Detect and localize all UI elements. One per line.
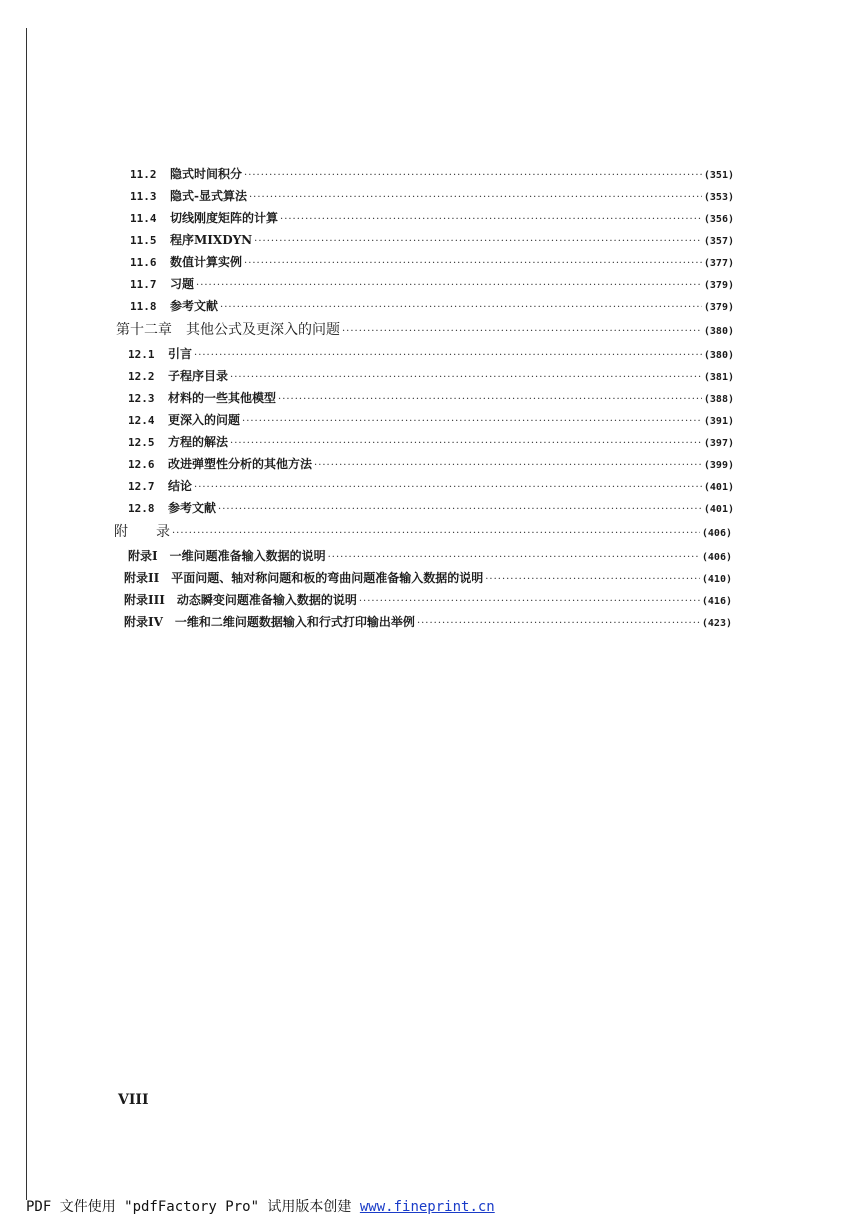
toc-entry-number: 11.5 [130, 234, 157, 247]
toc-entry[interactable] [130, 276, 734, 294]
page-edge-line [26, 28, 27, 1200]
toc-leader-dots [278, 392, 702, 408]
toc-entry[interactable] [128, 478, 734, 496]
toc-entry-title: 更深入的问题 [168, 413, 241, 427]
toc-entry-page: (381) [703, 372, 734, 383]
toc-entry-title: 数值计算实例 [170, 255, 243, 269]
toc-entry-title: 参考文献 [170, 299, 219, 313]
toc-leader-dots [230, 370, 702, 386]
toc-entry-number: 12.6 [128, 458, 155, 471]
toc-entry-number: 11.3 [130, 190, 157, 203]
toc-entry[interactable] [128, 456, 734, 474]
toc-leader-dots [196, 278, 702, 294]
footer-text: PDF 文件使用 "pdfFactory Pro" 试用版本创建 [26, 1199, 360, 1215]
toc-entry-title: 方程的解法 [168, 435, 229, 449]
toc-entry-number: 11.4 [130, 212, 157, 225]
toc-entry-page: (423) [701, 618, 732, 629]
toc-entry-page: (379) [703, 302, 734, 313]
toc-entry-title: 习题 [170, 277, 195, 291]
toc-leader-dots [220, 300, 702, 316]
toc-leader-dots [249, 190, 702, 206]
toc-entry-page: (388) [703, 394, 734, 405]
toc-entry-number: 12.7 [128, 480, 155, 493]
toc-entry-page: (406) [701, 552, 732, 563]
toc-entry-title: 隐式时间积分 [170, 167, 243, 181]
toc-appendix-title: 附 录 [114, 524, 170, 540]
toc-entry-title: 隐式-显式算法 [170, 189, 247, 203]
toc-entry-number: 12.5 [128, 436, 155, 449]
toc-entry-page: (380) [703, 350, 734, 361]
toc-entry-page: (391) [703, 416, 734, 427]
toc-leader-dots [194, 480, 702, 496]
toc-entry[interactable] [130, 298, 734, 316]
toc-leader-dots [230, 436, 702, 452]
toc-entry-page: (416) [701, 596, 732, 607]
toc-entry[interactable] [130, 210, 734, 228]
pdf-footer [26, 1196, 495, 1216]
toc-entry-number: 11.7 [130, 278, 157, 291]
toc-leader-dots [342, 324, 702, 340]
toc-appendix-entry[interactable] [128, 548, 732, 566]
toc-entry-page: (357) [703, 236, 734, 247]
toc-entry[interactable] [130, 232, 734, 250]
toc-entry-number: 12.8 [128, 502, 155, 515]
toc-entry-title: 子程序目录 [168, 369, 229, 383]
toc-entry-number: 12.1 [128, 348, 155, 361]
toc-leader-dots [359, 594, 700, 610]
toc-entry[interactable] [130, 166, 734, 184]
page-folio: VIII [118, 1092, 149, 1108]
toc-leader-dots [172, 526, 700, 542]
toc-entry-page: (399) [703, 460, 734, 471]
toc-leader-dots [314, 458, 702, 474]
toc-leader-dots [417, 616, 700, 632]
toc-leader-dots [254, 234, 702, 250]
toc-entry[interactable] [128, 412, 734, 430]
toc-entry-title: 引言 [168, 347, 193, 361]
toc-entry-number: 11.2 [130, 168, 157, 181]
toc-leader-dots [244, 168, 702, 184]
toc-entry-number: 12.3 [128, 392, 155, 405]
toc-leader-dots [280, 212, 702, 228]
toc-entry-page: (410) [701, 574, 732, 585]
toc-entry[interactable] [130, 254, 734, 272]
toc-leader-dots [242, 414, 702, 430]
toc-appendix-heading[interactable] [114, 524, 732, 542]
toc-entry-title: 切线刚度矩阵的计算 [170, 211, 279, 225]
toc-entry-title: 附录IV 一维和二维问题数据输入和行式打印输出举例 [124, 615, 415, 629]
toc-entry-number: 12.2 [128, 370, 155, 383]
toc-entry-page: (406) [701, 528, 732, 539]
toc-chapter-heading[interactable] [116, 322, 734, 340]
toc-entry-title: 改进弹塑性分析的其他方法 [168, 457, 313, 471]
toc-entry-page: (356) [703, 214, 734, 225]
toc-entry[interactable] [128, 368, 734, 386]
toc-entry[interactable] [128, 434, 734, 452]
toc-entry[interactable] [128, 500, 734, 518]
toc-appendix-entry[interactable] [124, 614, 732, 632]
toc-entry-title: 附录I 一维问题准备输入数据的说明 [128, 549, 326, 563]
footer-link[interactable]: www.fineprint.cn [359, 1199, 495, 1215]
toc-entry-title: 参考文献 [168, 501, 217, 515]
toc-leader-dots [218, 502, 702, 518]
toc-entry-page: (379) [703, 280, 734, 291]
toc-entry-page: (397) [703, 438, 734, 449]
toc-entry-title: 材料的一些其他模型 [168, 391, 277, 405]
toc-entry-title: 程序MIXDYN [170, 233, 253, 247]
toc-entry-page: (377) [703, 258, 734, 269]
toc-entry-page: (401) [703, 504, 734, 515]
toc-entry[interactable] [128, 346, 734, 364]
toc-entry-title: 附录II 平面问题、轴对称问题和板的弯曲问题准备输入数据的说明 [124, 571, 484, 585]
toc-chapter-title: 第十二章 其他公式及更深入的问题 [116, 322, 340, 338]
toc-entry-number: 11.8 [130, 300, 157, 313]
toc-appendix-entry[interactable] [124, 592, 732, 610]
toc-entry-page: (401) [703, 482, 734, 493]
toc-leader-dots [485, 572, 700, 588]
toc-leader-dots [244, 256, 702, 272]
toc-leader-dots [328, 550, 700, 566]
toc-entry-page: (353) [703, 192, 734, 203]
toc-entry-page: (351) [703, 170, 734, 181]
toc-entry[interactable] [130, 188, 734, 206]
toc-entry[interactable] [128, 390, 734, 408]
toc-entry-number: 12.4 [128, 414, 155, 427]
toc-leader-dots [194, 348, 702, 364]
toc-appendix-entry[interactable] [124, 570, 732, 588]
toc-entry-page: (380) [703, 326, 734, 337]
toc-entry-number: 11.6 [130, 256, 157, 269]
toc-entry-title: 结论 [168, 479, 193, 493]
toc-entry-title: 附录III 动态瞬变问题准备输入数据的说明 [124, 593, 357, 607]
